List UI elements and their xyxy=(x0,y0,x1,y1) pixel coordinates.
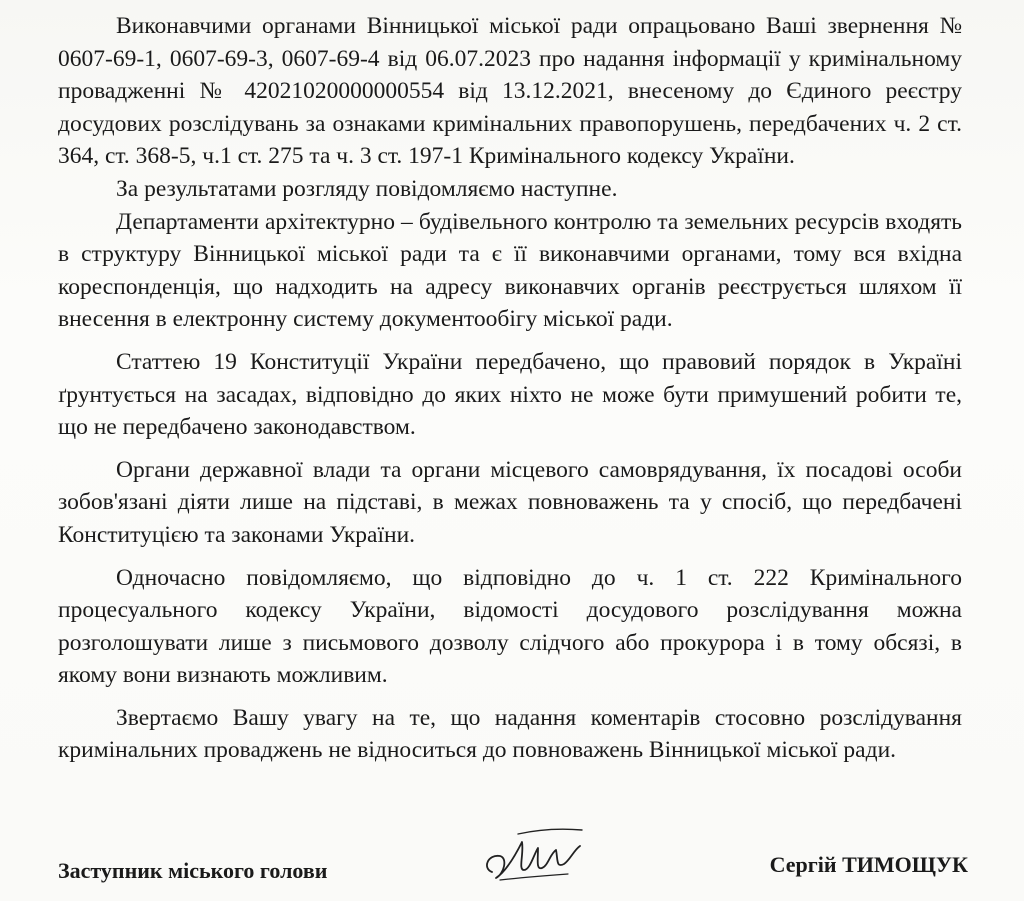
paragraph-constitution: Статтею 19 Конституції України передбачено, що правовий порядок в Україні ґрунтується на засадах, відповідно до яких ніхто не може бути примушений робити те, що не передбачено законодавством. xyxy=(58,348,962,441)
paragraph-criminal-code: Одночасно повідомляємо, що відповідно до ч. 1 ст. 222 Кримінального процесуального кодексу України, відомості досудового розслідування можна розголошувати лише з письмового дозволу слідчого або прокурора і в тому обсязі, в якому вони визнають можливим. xyxy=(58,564,962,689)
paragraph-departments: Департаменти архітектурно – будівельного контролю та земельних ресурсів входять в структуру Вінницької міської ради та є її виконавчими органами, тому вся вхідна кореспонденція, що надходить на адресу виконавчих органів реєструється шляхом її внесення в електронну систему документообігу міської ради. xyxy=(58,208,962,333)
paragraph-authorities: Органи державної влади та органи місцевого самоврядування, їх посадові особи зобов'язані діяти лише на підставі, в межах повноважень та у спосіб, що передбачені Конституцією та законами України. xyxy=(58,456,962,548)
paragraph-inquiry: Виконавчими органами Вінницької міської ради опрацьовано Ваші звернення № 0607-69-1, 0607-69-3, 0607-69-4 від 06.07.2023 про надання інформації у кримінальному провадженні № 42021020000000554 від 13.12.2021, внесеному до Єдиного реєстру досудових розслідувань за ознаками кримінальних правопорушень, передбачених ч. 2 ст. 364, ст. 368-5, ч.1 ст. 275 та ч. 3 ст. 197-1 Кримінального кодексу України. xyxy=(58,13,962,170)
signatory-name: Сергій ТИМОЩУК xyxy=(769,852,968,877)
signatory-title: Заступник міського голови xyxy=(58,858,328,883)
letter-body xyxy=(58,10,962,767)
handwritten-signature-icon xyxy=(478,820,588,888)
paragraph-attention: Звертаємо Вашу увагу на те, що надання коментарів стосовно розслідування кримінальних проваджень не відноситься до повноважень Вінницької міської ради. xyxy=(58,704,962,764)
paragraph-review-result: За результатами розгляду повідомляємо наступне. xyxy=(116,175,618,202)
signature-block xyxy=(58,852,968,892)
